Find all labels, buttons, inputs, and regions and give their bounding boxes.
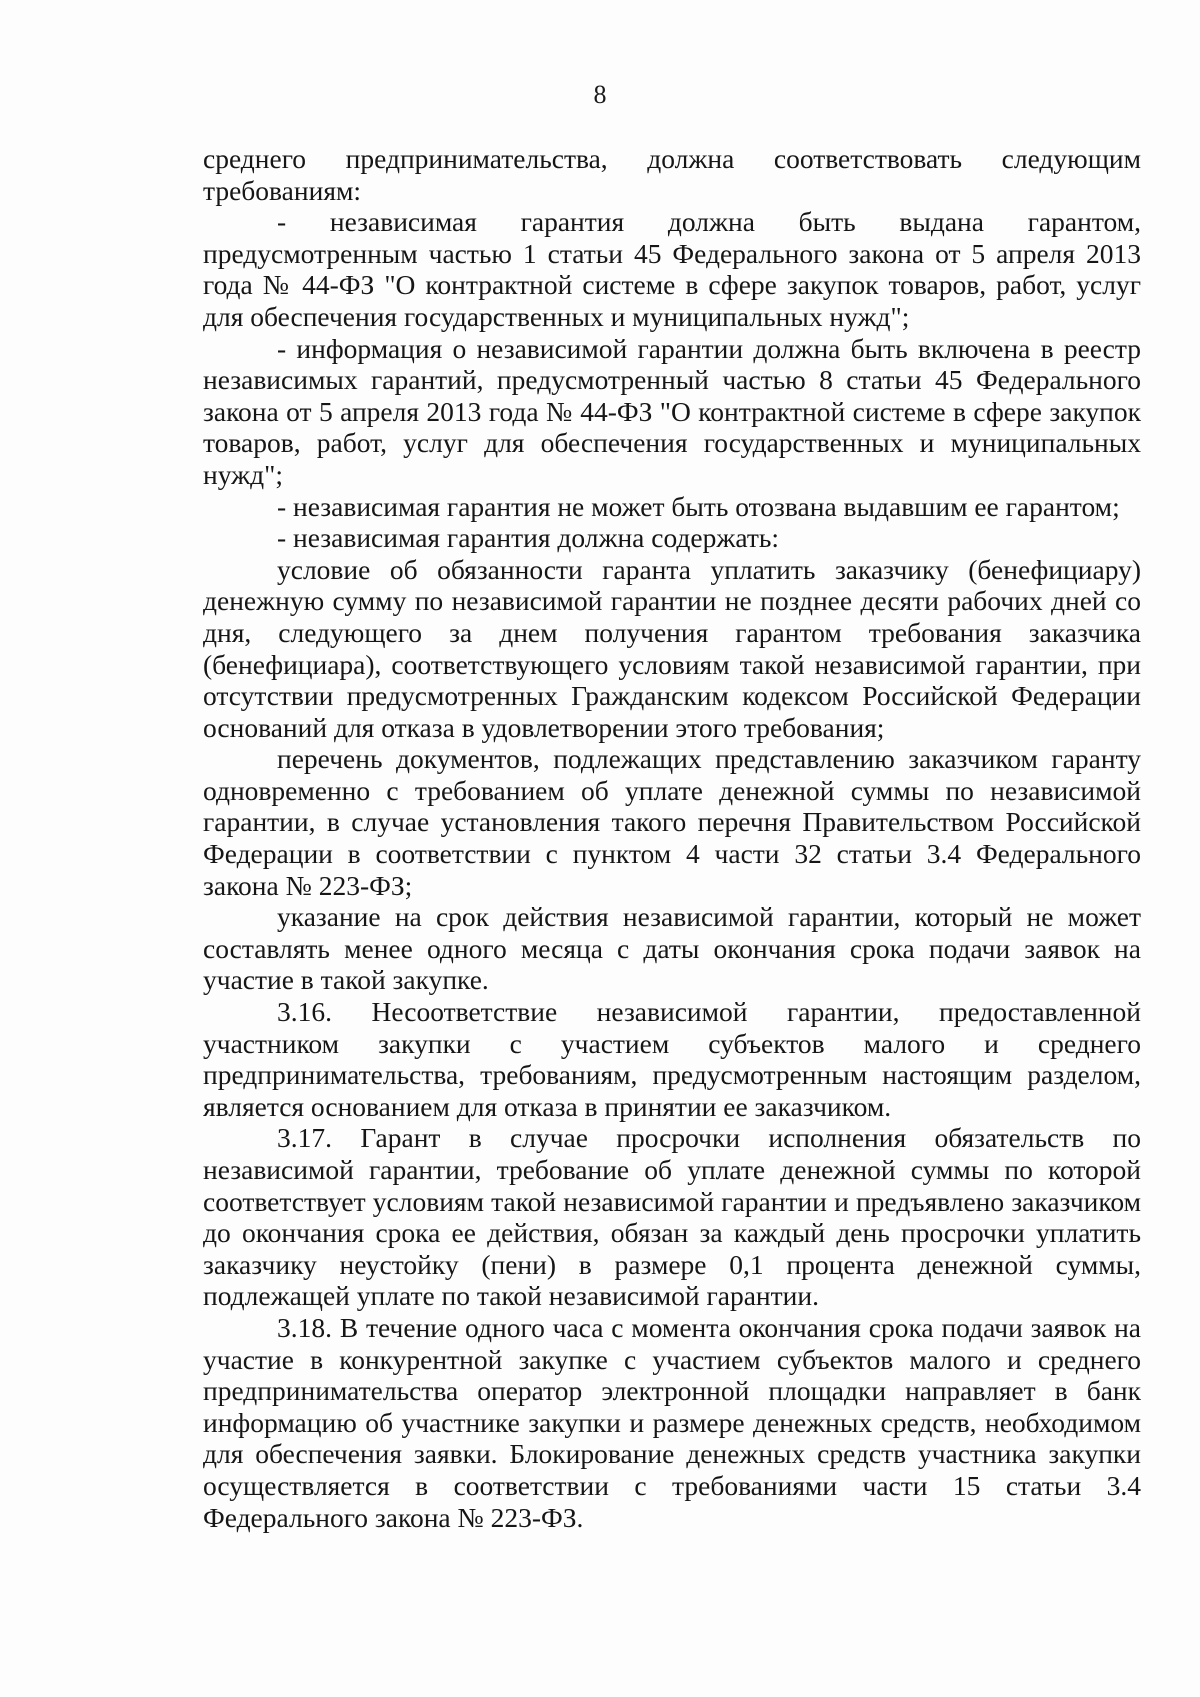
document-body — [203, 143, 1141, 1533]
paragraph-registry-requirement: - информация о независимой гарантии должна быть включена в реестр независимых гарантий, предусмотренный частью 8 статьи 45 Федерального закона от 5 апреля 2013 года № 44-ФЗ "О контрактной системе в сфере закупок товаров, работ, услуг для обеспечения государственных и муниципальных нужд"; — [203, 332, 1141, 490]
paragraph-continuation: среднего предпринимательства, должна соответствовать следующим требованиям: — [203, 143, 1141, 206]
paragraph-irrevocable: - независимая гарантия не может быть отозвана выдавшим ее гарантом; — [277, 490, 1120, 522]
paragraph-clause-3-17: 3.17. Гарант в случае просрочки исполнения обязательств по независимой гарантии, требование об уплате денежной суммы по которой соответствует условиям такой независимой гарантии и предъявлено заказчиком до окончания срока ее действия, обязан за каждый день просрочки уплатить заказчику неустойку (пени) в размере 0,1 процента денежной суммы, подлежащей уплате по такой независимой гарантии. — [203, 1122, 1141, 1312]
paragraph-validity-term: указание на срок действия независимой гарантии, который не может составлять менее одного месяца с даты окончания срока подачи заявок на участие в такой закупке. — [203, 901, 1141, 996]
paragraph-payment-obligation: условие об обязанности гаранта уплатить заказчику (бенефициару) денежную сумму по независимой гарантии не позднее десяти рабочих дней со дня, следующего за днем получения гарантом требования заказчика (бенефициара), соответствующего условиям такой независимой гарантии, при отсутствии предусмотренных Гражданским кодексом Российской Федерации оснований для отказа в удовлетворении этого требования; — [203, 553, 1141, 743]
paragraph-guarantor-requirement: - независимая гарантия должна быть выдана гарантом, предусмотренным частью 1 статьи 45 Федерального закона от 5 апреля 2013 года № 44-ФЗ "О контрактной системе в сфере закупок товаров, работ, услуг для обеспечения государственных и муниципальных нужд"; — [203, 206, 1141, 332]
paragraph-clause-3-16: 3.16. Несоответствие независимой гарантии, предоставленной участником закупки с участием субъектов малого и среднего предпринимательства, требованиям, предусмотренным настоящим разделом, является основанием для отказа в принятии ее заказчиком. — [203, 996, 1141, 1122]
page-number: 8 — [593, 80, 607, 109]
paragraph-documents-list: перечень документов, подлежащих представлению заказчиком гаранту одновременно с требованием об уплате денежной суммы по независимой гарантии, в случае установления такого перечня Правительством Российской Федерации в соответствии с пунктом 4 части 32 статьи 3.4 Федерального закона № 223-ФЗ; — [203, 743, 1141, 901]
paragraph-must-contain: - независимая гарантия должна содержать: — [277, 522, 780, 554]
paragraph-clause-3-18: 3.18. В течение одного часа с момента окончания срока подачи заявок на участие в конкурентной закупке с участием субъектов малого и среднего предпринимательства оператор электронной площадки направляет в банк информацию об участнике закупки и размере денежных средств, необходимом для обеспечения заявки. Блокирование денежных средств участника закупки осуществляется в соответствии с требованиями части 15 статьи 3.4 Федерального закона № 223-ФЗ. — [203, 1311, 1141, 1533]
